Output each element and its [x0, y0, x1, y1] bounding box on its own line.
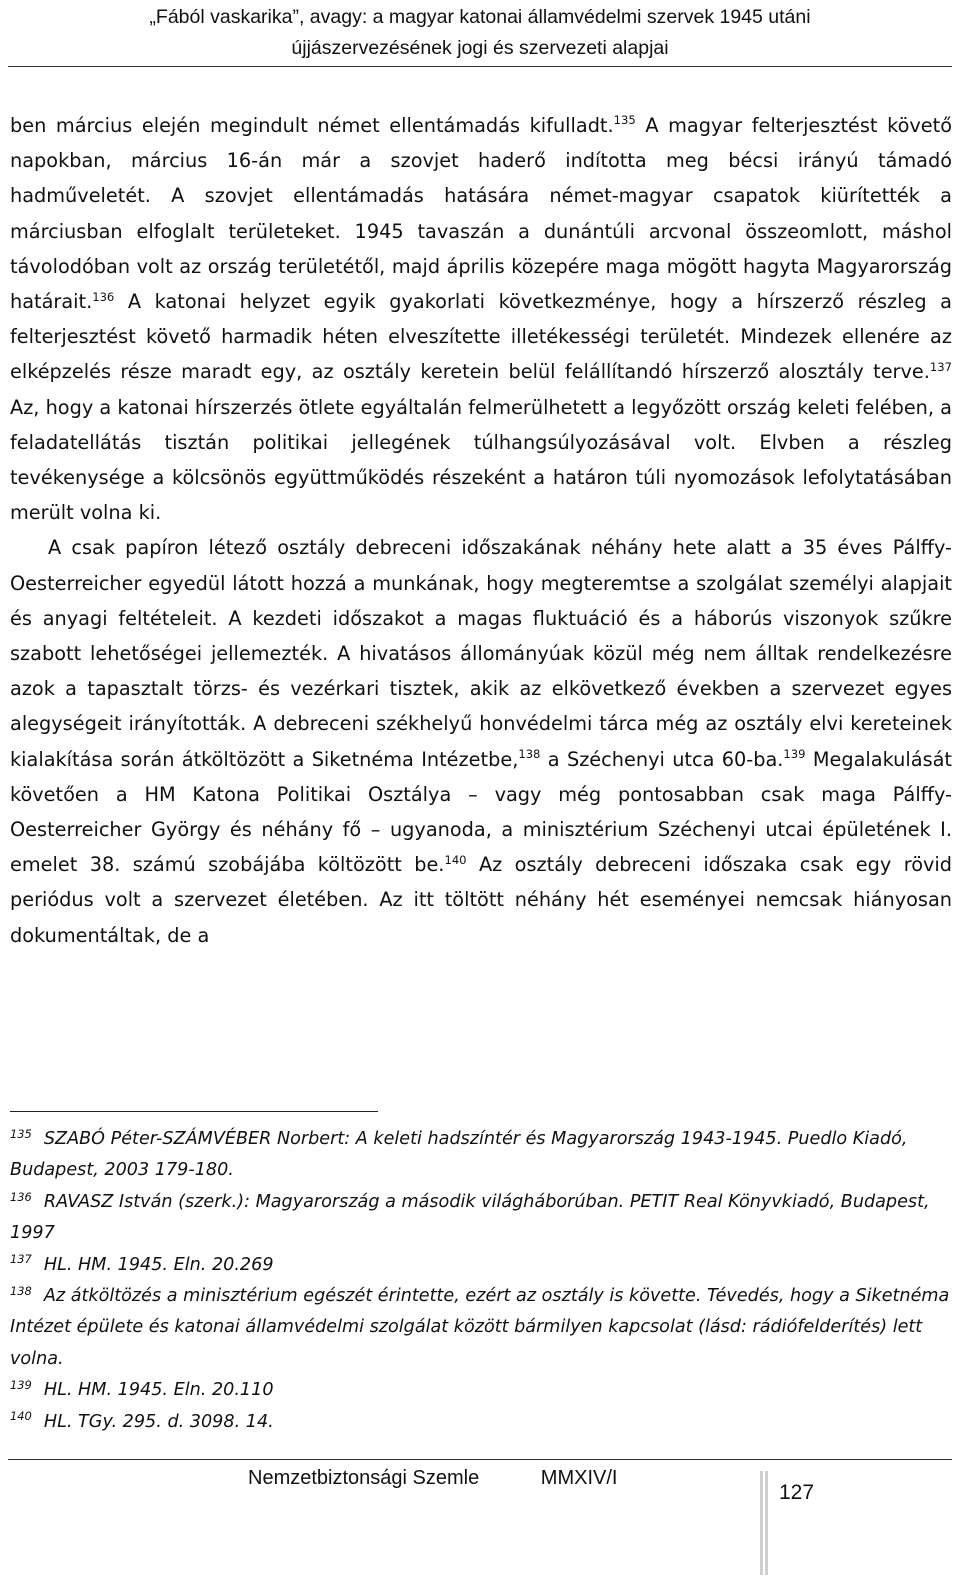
- footnote: [10, 1124, 950, 1187]
- footnote-number: 137: [10, 1252, 32, 1267]
- footnote-ref-138[interactable]: 138: [518, 747, 541, 762]
- paragraph-2-text-2: a Széchenyi utca 60-ba.: [540, 747, 784, 771]
- footnote-ref-137[interactable]: 137: [929, 359, 952, 374]
- footnote: [10, 1407, 950, 1438]
- journal-issue: MMXIV/I: [540, 1467, 618, 1489]
- paragraph-1-text-2: A magyar felterjesztést követő napokban, március 16-án már a szovjet haderő indította meg bécsi irányú támadó hadműveletét. A szovjet ellentámadás hatására német-magyar csapatok kiürítették a márciusban elfoglalt területeket. 1945 tavaszán a dunántúli arcvonal összeomlott, máshol távolodóban volt az ország területétől, majd április közepére maga mögött hagyta Magyarország határait.: [10, 114, 952, 314]
- footnote: [10, 1281, 950, 1375]
- footnote: [10, 1250, 950, 1281]
- footnote-text: HL. TGy. 295. d. 3098. 14.: [43, 1411, 274, 1432]
- footnote-number: 139: [10, 1377, 32, 1392]
- running-footer: [248, 1462, 617, 1494]
- footnote-ref-135[interactable]: 135: [613, 113, 636, 128]
- header-title-line-2: újjászervezésének jogi és szervezeti alapjai: [291, 37, 669, 59]
- paragraph-2-text-4: Az osztály debreceni időszaka csak egy rövid periódus volt a szervezet életében. Az itt töltött néhány hét eseményei nemcsak hiányosan dokumentáltak, de a: [10, 853, 952, 947]
- footnote-number: 140: [10, 1409, 32, 1424]
- footnote-text: HL. HM. 1945. Eln. 20.269: [43, 1254, 274, 1275]
- paragraph-1: [10, 108, 952, 530]
- body-text: [10, 108, 952, 953]
- footer-divider: [8, 1459, 952, 1460]
- paragraph-2: [10, 530, 952, 952]
- footnote-text: SZABÓ Péter-SZÁMVÉBER Norbert: A keleti hadszíntér és Magyarország 1943-1945. Puedlo Kiadó, Budapest, 2003 179-180.: [10, 1129, 908, 1181]
- journal-name: Nemzetbiztonsági Szemle: [248, 1467, 480, 1489]
- footnote-ref-140[interactable]: 140: [444, 852, 467, 867]
- running-header: [0, 2, 960, 64]
- paragraph-1-text-3: A katonai helyzet egyik gyakorlati következménye, hogy a hírszerző részleg a felterjesztést követő harmadik héten elveszítette illetékességi területét. Mindezek ellenére az elképzelés része maradt egy, az osztály keretein belül felállítandó hírszerző alosztály terve.: [10, 290, 952, 384]
- footnote-ref-136[interactable]: 136: [92, 289, 115, 304]
- footnote-number: 138: [10, 1283, 32, 1298]
- footnote-number: 136: [10, 1189, 32, 1204]
- paragraph-2-text-3: Megalakulását követően a HM Katona Politikai Osztálya – vagy még pontosabban csak maga Pálffy-Oesterreicher György és néhány fő – ugyanoda, a minisztérium Széchenyi utcai épületének I. emelet 38. számú szobájába költözött be.: [10, 747, 952, 877]
- paragraph-1-text-4: Az, hogy a katonai hírszerzés ötlete egyáltalán felmerülhetett a legyőzött ország keleti felében, a feladatellátás tisztán politikai jellegének túlhangsúlyozásával volt. Elvben a részleg tevékenysége a kölcsönös együttműködés részeként a határon túli nyomozások lefolytatásában merült volna ki.: [10, 395, 952, 525]
- footnote: [10, 1375, 950, 1406]
- footnote-number: 135: [10, 1126, 32, 1141]
- footnotes: [10, 1124, 950, 1438]
- paragraph-2-text-1: A csak papíron létező osztály debreceni időszakának néhány hete alatt a 35 éves Pálffy-Oesterreicher egyedül látott hozzá a munkának, hogy megteremtse a szolgálat személyi alapjait és anyagi feltételeit. A kezdeti időszakot a magas fluktuáció és a háborús viszonyok szűkre szabott lehetőségei jellemezték. A hivatásos állományúak közül még nem álltak rendelkezésre azok a tapasztalt törzs- és vezérkari tisztek, akik az elkövetkező években a szervezet egyes alegységeit irányították. A debreceni székhelyű honvédelmi tárca még az osztály elvi kereteinek kialakítása során átköltözött a Siketnéma Intézetbe,: [10, 536, 952, 771]
- footnote-text: Az átköltözés a minisztérium egészét érintette, ezért az osztály is követte. Tévedés, hogy a Siketnéma Intézet épülete és katonai államvédelmi szolgálat között bármilyen kapcsolat (lásd: rádiófelderítés) lett volna.: [10, 1286, 950, 1369]
- footnote-text: HL. HM. 1945. Eln. 20.110: [43, 1380, 274, 1401]
- footnote: [10, 1187, 950, 1250]
- header-divider: [8, 66, 952, 67]
- page-number: 127: [779, 1481, 815, 1504]
- header-title-line-1: „Fából vaskarika”, avagy: a magyar katonai államvédelmi szervek 1945 utáni: [149, 6, 811, 28]
- footnote-ref-139[interactable]: 139: [783, 747, 806, 762]
- footnote-separator: [10, 1111, 378, 1112]
- page-number-decoration: [760, 1471, 770, 1575]
- footnote-text: RAVASZ István (szerk.): Magyarország a második világháborúban. PETIT Real Könyvkiadó, Budapest, 1997: [10, 1191, 930, 1244]
- paragraph-1-text-1: ben március elején megindult német ellentámadás kifulladt.: [10, 114, 614, 137]
